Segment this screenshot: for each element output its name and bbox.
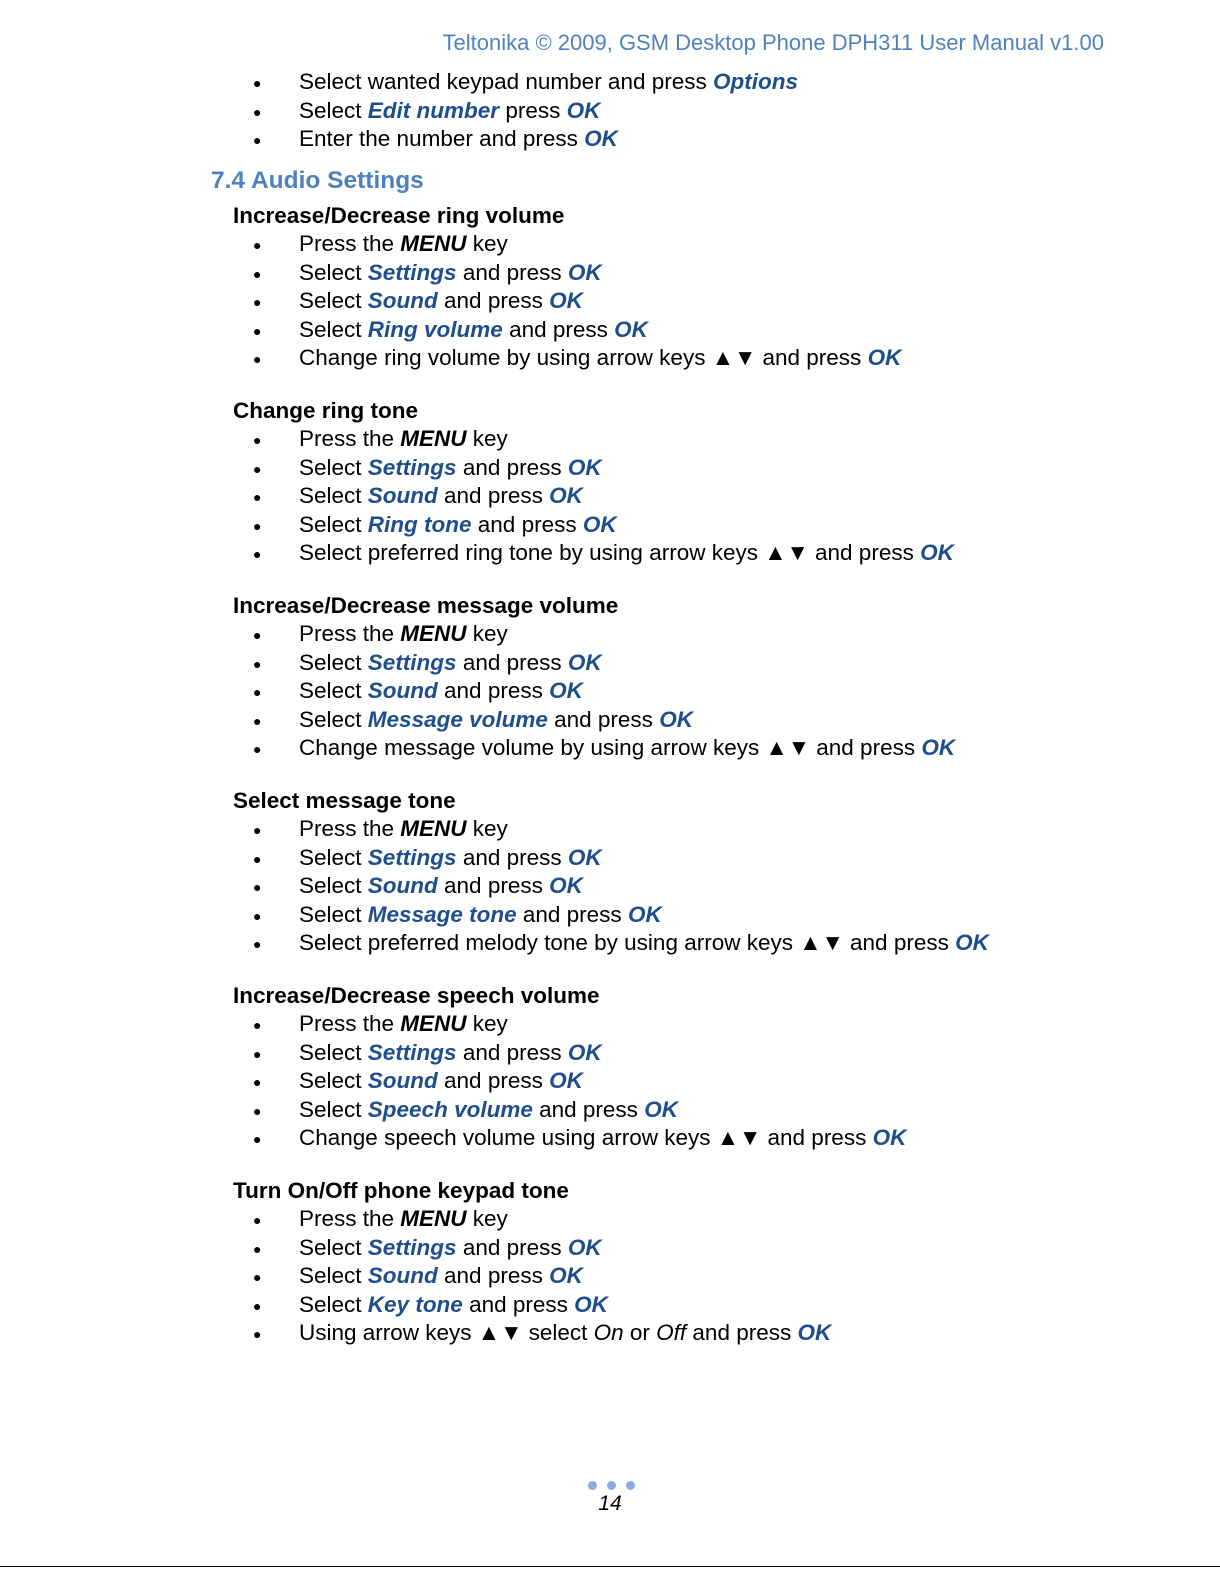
footer-dot xyxy=(626,1481,635,1490)
step-text: and press xyxy=(437,678,550,703)
menu-term: Settings xyxy=(367,1234,457,1260)
step-text: key xyxy=(466,816,508,841)
step-text: Select xyxy=(299,706,368,732)
step-text: Select xyxy=(299,678,368,703)
menu-term: Sound xyxy=(367,288,438,313)
page-header: Teltonika © 2009, GSM Desktop Phone DPH311 User Manual v1.00 xyxy=(442,30,1104,55)
step-text: and press xyxy=(686,1320,798,1345)
step-text: and press xyxy=(516,901,628,927)
menu-term: OK xyxy=(659,706,693,732)
step-list xyxy=(0,1010,1220,1153)
group-title: Increase/Decrease ring volume xyxy=(233,202,565,228)
step-text: and press xyxy=(456,1039,568,1065)
key-name: MENU xyxy=(400,1206,467,1231)
step-text: Select xyxy=(299,844,368,870)
key-name: MENU xyxy=(400,621,467,646)
step-text: and press xyxy=(471,511,583,537)
list-item xyxy=(0,1039,1220,1068)
list-item xyxy=(0,425,1220,454)
step-text: Select preferred melody tone by using arrow keys ▲▼ and press xyxy=(299,930,956,955)
menu-term: Sound xyxy=(367,1068,438,1093)
bullet-icon: ● xyxy=(253,1017,262,1033)
step-text: and press xyxy=(437,1068,550,1093)
bullet-icon: ● xyxy=(253,75,262,91)
step-text: key xyxy=(466,621,508,646)
step-text: and press xyxy=(547,706,660,732)
menu-term: Message volume xyxy=(367,706,548,732)
step-text: and press xyxy=(437,288,550,313)
menu-term: OK xyxy=(584,126,618,151)
list-item xyxy=(0,677,1220,706)
menu-term: Sound xyxy=(367,483,438,508)
step-list xyxy=(0,620,1220,763)
list-item xyxy=(0,844,1220,873)
step-text: key xyxy=(466,1206,508,1231)
step-text: and press xyxy=(456,649,568,675)
step-text: Select xyxy=(299,511,368,537)
bullet-icon: ● xyxy=(253,294,262,310)
settings-groups xyxy=(0,202,1220,1348)
menu-term: OK xyxy=(627,901,662,927)
list-item xyxy=(0,1319,1220,1348)
step-text: On xyxy=(593,1320,624,1345)
settings-group xyxy=(0,397,1220,568)
page-footer xyxy=(0,1481,1220,1516)
footer-dot xyxy=(588,1481,597,1490)
bullet-icon: ● xyxy=(253,1131,262,1147)
settings-group xyxy=(0,787,1220,958)
step-text: Off xyxy=(656,1320,687,1345)
list-item xyxy=(0,316,1220,345)
menu-term: OK xyxy=(567,1234,602,1260)
key-name: MENU xyxy=(400,816,467,841)
list-item xyxy=(0,1096,1220,1125)
settings-group xyxy=(0,202,1220,373)
step-text: key xyxy=(466,1011,508,1036)
list-item xyxy=(0,872,1220,901)
step-text: and press xyxy=(456,844,568,870)
bullet-icon: ● xyxy=(253,1240,262,1257)
key-name: MENU xyxy=(400,426,467,451)
list-item xyxy=(0,620,1220,649)
footer-dot xyxy=(607,1481,616,1490)
menu-term: Ring volume xyxy=(367,316,503,342)
menu-term: OK xyxy=(549,873,583,898)
list-item xyxy=(0,454,1220,483)
menu-term: OK xyxy=(567,1039,602,1065)
list-item xyxy=(0,1205,1220,1234)
menu-term: Key tone xyxy=(367,1291,463,1317)
key-name: MENU xyxy=(400,231,467,256)
list-item xyxy=(0,511,1220,540)
bullet-icon: ● xyxy=(253,1212,262,1228)
bullet-icon: ● xyxy=(253,237,262,253)
bullet-icon: ● xyxy=(253,103,262,120)
step-text: and press xyxy=(456,259,568,285)
menu-term: Sound xyxy=(367,873,438,898)
step-text: or xyxy=(623,1320,657,1345)
list-item xyxy=(0,230,1220,259)
step-text: Press the xyxy=(299,621,401,646)
menu-term: OK xyxy=(797,1320,832,1345)
bullet-icon: ● xyxy=(253,907,262,924)
menu-term: Sound xyxy=(367,678,438,703)
list-item xyxy=(0,1010,1220,1039)
menu-term: Ring tone xyxy=(367,511,472,537)
menu-term: OK xyxy=(549,1068,583,1093)
list-item xyxy=(0,706,1220,735)
key-name: MENU xyxy=(400,1011,467,1036)
group-title: Change ring tone xyxy=(233,397,418,423)
list-item xyxy=(0,259,1220,288)
step-text: and press xyxy=(437,1263,550,1288)
bullet-icon: ● xyxy=(253,517,262,534)
bullet-icon: ● xyxy=(253,432,262,448)
menu-term: Options xyxy=(713,69,798,94)
step-text: Select xyxy=(299,288,368,313)
list-item xyxy=(0,1262,1220,1291)
menu-term: Edit number xyxy=(367,97,500,123)
step-text: Press the xyxy=(299,1206,401,1231)
step-text: Select xyxy=(299,97,368,123)
list-item xyxy=(0,68,1220,97)
bullet-icon: ● xyxy=(253,655,262,672)
bullet-icon: ● xyxy=(253,489,262,505)
step-text: Press the xyxy=(299,816,401,841)
step-text: Select xyxy=(299,1263,368,1288)
menu-term: Settings xyxy=(367,844,457,870)
step-text: Select xyxy=(299,649,368,675)
bullet-icon: ● xyxy=(253,1045,262,1062)
bullet-icon: ● xyxy=(253,546,262,562)
step-list xyxy=(0,425,1220,568)
settings-group xyxy=(0,982,1220,1153)
step-text: Select xyxy=(299,901,368,927)
step-text: Select wanted keypad number and press xyxy=(299,69,713,94)
group-title: Turn On/Off phone keypad tone xyxy=(233,1177,569,1203)
step-text: Using arrow keys ▲▼ select xyxy=(299,1320,594,1345)
group-title: Select message tone xyxy=(233,787,456,813)
group-title: Increase/Decrease message volume xyxy=(233,592,619,618)
menu-term: Settings xyxy=(367,259,457,285)
step-text: Press the xyxy=(299,426,401,451)
menu-term: OK xyxy=(955,930,989,955)
list-item xyxy=(0,539,1220,568)
bullet-icon: ● xyxy=(253,1269,262,1285)
bullet-icon: ● xyxy=(253,684,262,700)
menu-term: Sound xyxy=(367,1263,438,1288)
list-item xyxy=(0,344,1220,373)
bullet-icon: ● xyxy=(253,351,262,367)
list-item xyxy=(0,1067,1220,1096)
list-item xyxy=(0,1124,1220,1153)
bottom-rule xyxy=(0,1566,1220,1567)
step-list xyxy=(0,1205,1220,1348)
step-text: Select xyxy=(299,454,368,480)
bullet-icon: ● xyxy=(253,627,262,643)
settings-group xyxy=(0,592,1220,763)
step-text: and press xyxy=(532,1096,645,1122)
step-text: press xyxy=(499,97,567,123)
list-item xyxy=(0,901,1220,930)
bullet-icon: ● xyxy=(253,1326,262,1342)
menu-term: OK xyxy=(872,1125,907,1150)
step-text: Select xyxy=(299,1068,368,1093)
menu-term: Settings xyxy=(367,454,457,480)
menu-term: OK xyxy=(574,1291,608,1317)
bullet-icon: ● xyxy=(253,265,262,282)
step-text: Select xyxy=(299,316,368,342)
menu-term: OK xyxy=(549,483,583,508)
list-item xyxy=(0,125,1220,154)
group-title: Increase/Decrease speech volume xyxy=(233,982,600,1008)
step-text: Select xyxy=(299,873,368,898)
footer-dots-decoration xyxy=(2,1481,1220,1490)
bullet-icon: ● xyxy=(253,822,262,838)
section-title: 7.4 Audio Settings xyxy=(211,166,424,194)
document-body xyxy=(0,68,1220,1348)
settings-group xyxy=(0,1177,1220,1348)
menu-term: Settings xyxy=(367,649,457,675)
list-item xyxy=(0,1291,1220,1320)
menu-term: OK xyxy=(582,511,617,537)
step-text: Change ring volume by using arrow keys ▲▼ and press xyxy=(299,345,868,370)
step-text: key xyxy=(466,426,508,451)
step-text: and press xyxy=(437,483,550,508)
step-text: Select xyxy=(299,483,368,508)
bullet-icon: ● xyxy=(253,1074,262,1090)
list-item xyxy=(0,1234,1220,1263)
list-item xyxy=(0,287,1220,316)
menu-term: OK xyxy=(549,288,583,313)
step-text: Select preferred ring tone by using arrow keys ▲▼ and press xyxy=(299,540,921,565)
bullet-icon: ● xyxy=(253,132,262,148)
bullet-icon: ● xyxy=(253,322,262,339)
bullet-icon: ● xyxy=(253,936,262,952)
step-text: Press the xyxy=(299,1011,401,1036)
step-text: and press xyxy=(456,454,568,480)
menu-term: OK xyxy=(566,97,601,123)
list-item xyxy=(0,734,1220,763)
menu-term: OK xyxy=(867,345,902,370)
menu-term: OK xyxy=(549,1263,583,1288)
bullet-icon: ● xyxy=(253,712,262,729)
step-list xyxy=(0,815,1220,958)
menu-term: OK xyxy=(644,1096,678,1122)
menu-term: OK xyxy=(920,540,954,565)
page-number: 14 xyxy=(598,1492,622,1515)
bullet-icon: ● xyxy=(253,741,262,757)
bullet-icon: ● xyxy=(253,460,262,477)
menu-term: OK xyxy=(549,678,583,703)
menu-term: OK xyxy=(567,649,602,675)
step-text: Enter the number and press xyxy=(299,126,585,151)
step-text: and press xyxy=(462,1291,575,1317)
step-text: Select xyxy=(299,259,368,285)
intro-step-list xyxy=(0,68,1220,154)
list-item xyxy=(0,482,1220,511)
step-text: Change message volume by using arrow keys ▲▼ and press xyxy=(299,735,922,760)
bullet-icon: ● xyxy=(253,850,262,867)
menu-term: OK xyxy=(921,735,956,760)
list-item xyxy=(0,97,1220,126)
list-item xyxy=(0,929,1220,958)
menu-term: OK xyxy=(567,454,602,480)
step-text: Select xyxy=(299,1039,368,1065)
step-text: and press xyxy=(456,1234,568,1260)
bullet-icon: ● xyxy=(253,1297,262,1314)
step-text: Select xyxy=(299,1096,368,1122)
step-text: Press the xyxy=(299,231,401,256)
step-text: Select xyxy=(299,1234,368,1260)
step-text: and press xyxy=(437,873,550,898)
menu-term: OK xyxy=(614,316,648,342)
step-list xyxy=(0,230,1220,373)
bullet-icon: ● xyxy=(253,1102,262,1119)
menu-term: OK xyxy=(567,259,602,285)
menu-term: Message tone xyxy=(367,901,517,927)
step-text: Change speech volume using arrow keys ▲▼ and press xyxy=(299,1125,873,1150)
step-text: key xyxy=(466,231,508,256)
menu-term: Settings xyxy=(367,1039,457,1065)
menu-term: OK xyxy=(567,844,602,870)
step-text: Select xyxy=(299,1291,368,1317)
menu-term: Speech volume xyxy=(367,1096,533,1122)
list-item xyxy=(0,649,1220,678)
bullet-icon: ● xyxy=(253,879,262,895)
list-item xyxy=(0,815,1220,844)
step-text: and press xyxy=(502,316,615,342)
